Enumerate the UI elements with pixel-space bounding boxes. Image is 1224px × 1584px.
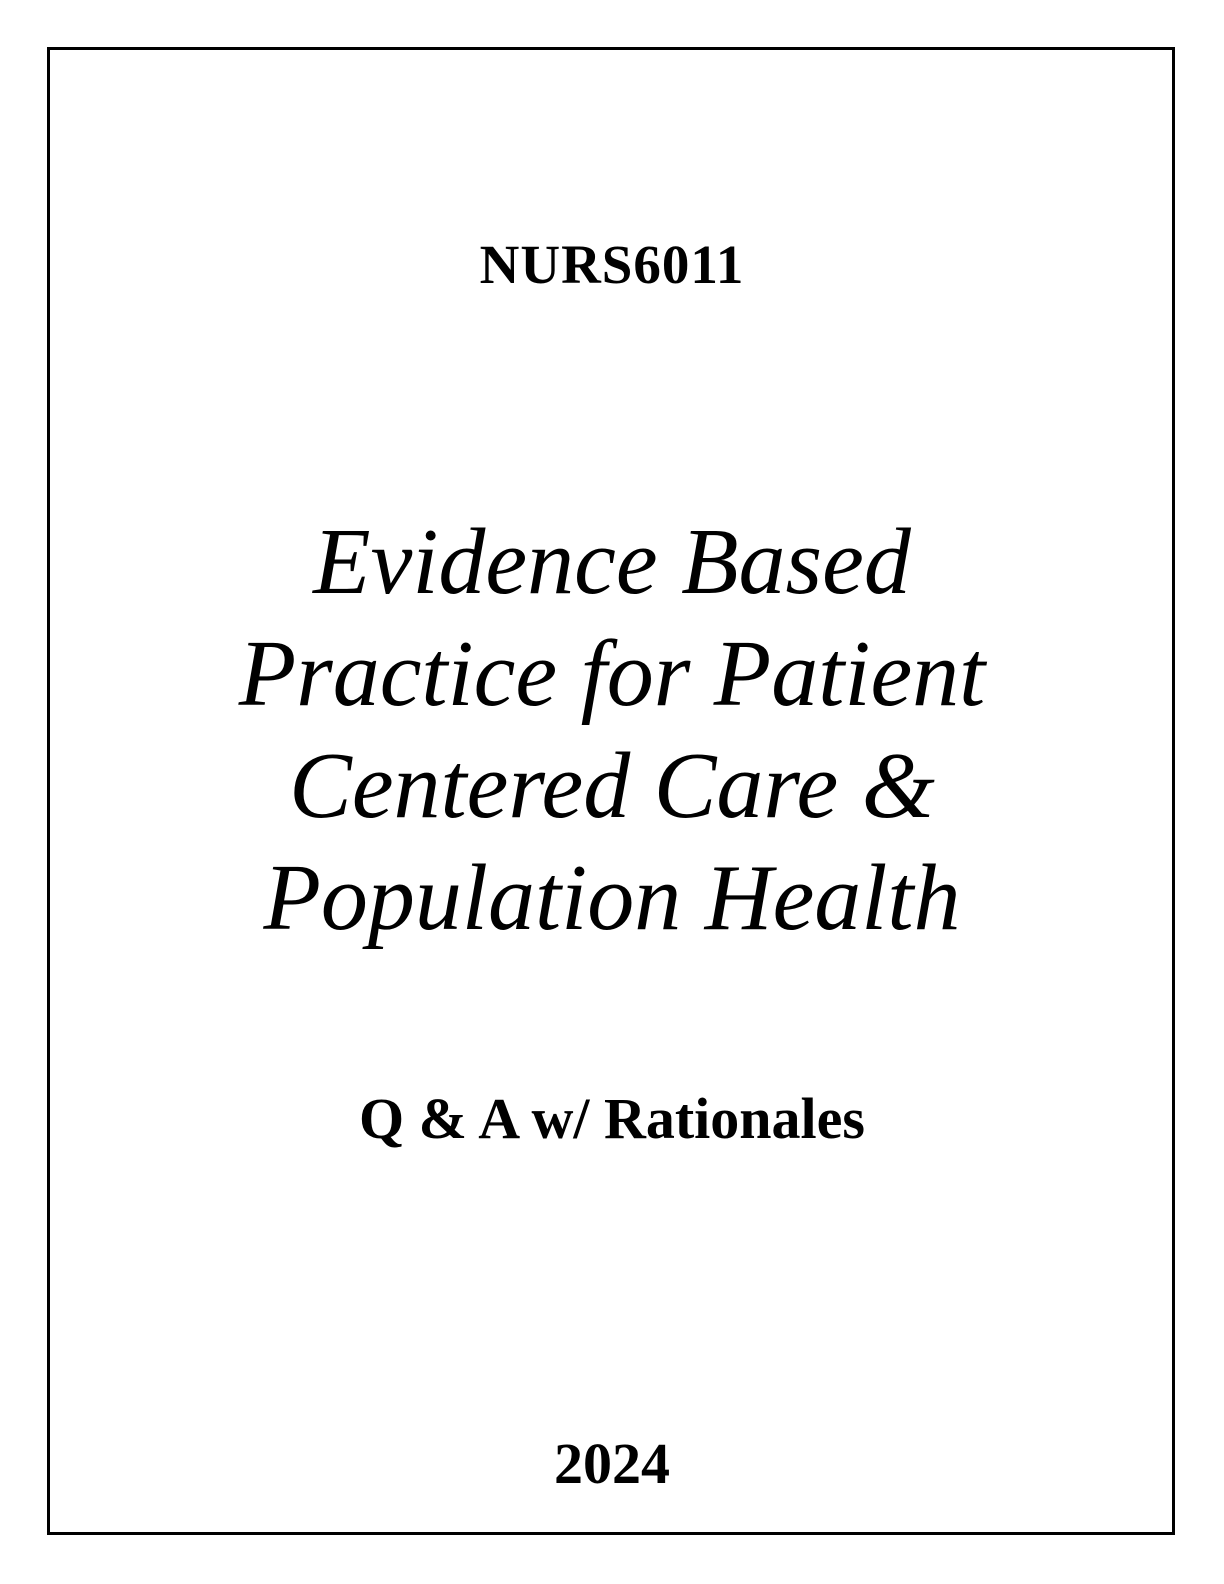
- course-code: NURS6011: [479, 234, 745, 295]
- title-line-2: Practice for Patient: [238, 622, 986, 726]
- document-subtitle: Q & A w/ Rationales: [359, 1086, 865, 1151]
- document-title: [0, 506, 1224, 954]
- title-line-4: Population Health: [263, 846, 961, 950]
- document-year: 2024: [554, 1431, 670, 1496]
- title-line-1: Evidence Based: [313, 510, 911, 614]
- title-line-3: Centered Care &: [289, 734, 935, 838]
